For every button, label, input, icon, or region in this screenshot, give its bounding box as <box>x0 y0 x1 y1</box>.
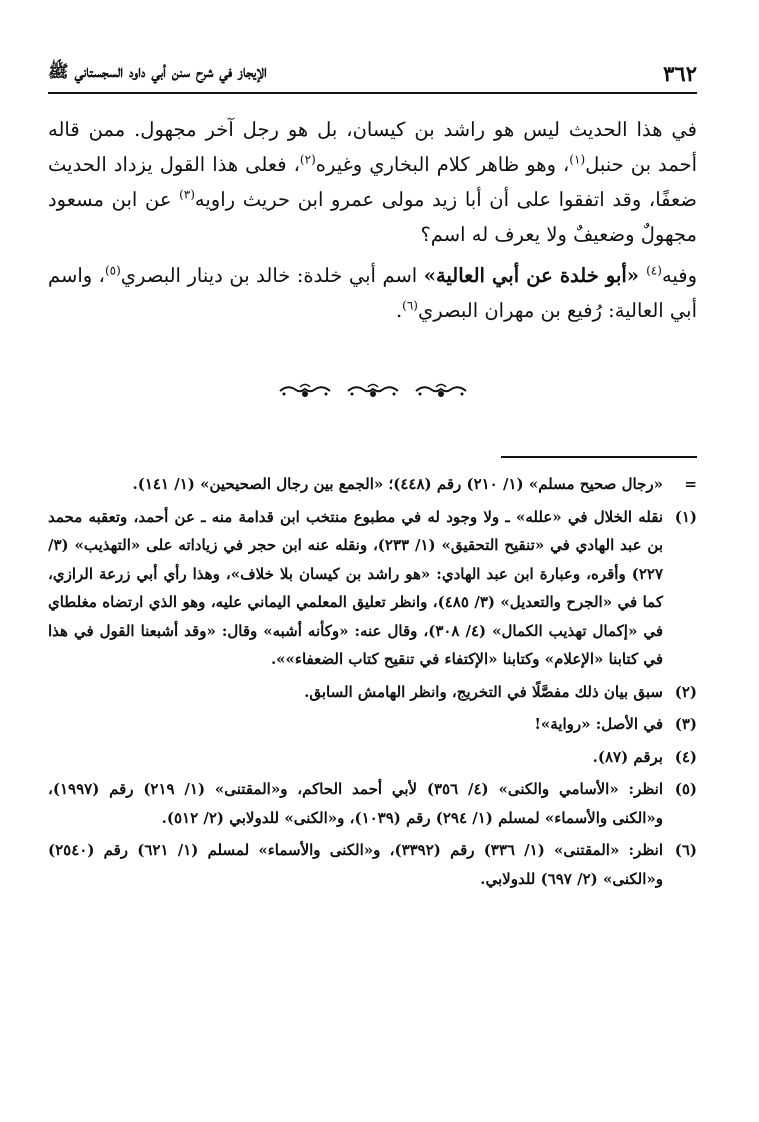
paragraph-1-text-c: ، فعلى هذا القول يزداد الحديث ضعفًا، وقد اتفقوا على أن أبا زيد مولى عمرو ابن حريث راويه <box>48 153 697 211</box>
footnote-ref-4[interactable]: (٤) <box>646 263 662 278</box>
ornament-icon <box>278 382 332 400</box>
footnote-continued <box>48 470 697 499</box>
footnote-number: (٣) <box>674 715 697 733</box>
footnote-text: انظر: «المقتنى» (١/ ٣٣٦) رقم (٣٣٩٢)، و«الكنى والأسماء» لمسلم (١/ ٦٢١) رقم (٢٥٤٠) و«الكنى» (٢/ ٦٩٧) للدولابي. <box>48 841 663 888</box>
paragraph-1 <box>48 112 697 252</box>
paragraph-2-text-d: . <box>395 299 403 322</box>
footnote-text: برقم (٨٧). <box>592 747 663 766</box>
footnote-text: «رجال صحيح مسلم» (١/ ٢١٠) رقم (٤٤٨)؛ «الجمع بين رجال الصحيحين» (١/ ١٤١). <box>132 475 663 493</box>
paragraph-1-text-d: عن ابن مسعود مجهولٌ وضعيفٌ ولا يعرف له اسم؟ <box>48 188 697 246</box>
paragraph-2-text-c: ، واسم أبي العالية: رُفيع بن مهران البصري <box>48 264 697 322</box>
paragraph-1-text-b: ، وهو ظاهر كلام البخاري وغيره <box>315 153 570 176</box>
footnote-text: نقله الخلال في «علله» ـ ولا وجود له في مطبوع منتخب ابن قدامة منه ـ عن أحمد، وتعقبه محمد بن عبد الهادي في «تنقيح التحقيق» (١/ ٢٣٣)، ونقله عنه ابن حجر في زياداته على «التهذيب» (٣/ ٢٢٧) وأقره، وعبارة ابن عبد الهادي: «هو راشد بن كيسان بلا خلاف»، وهذا رأي أبي زرعة الرازي، كما في «الجرح والتعديل» (٣/ ٤٨٥)، وانظر تعليق المعلمي اليماني عليه، وهو الذي ارتضاه مغلطاي في «إكمال تهذيب الكمال» (٤/ ٣٠٨)، وقال عنه: «وكأنه أشبه» وقال: «وقد أشبعنا القول في هذا في كتابنا «الإعلام» وكتابنا «الإكتفاء في تنقيح كتاب الضعفاء»». <box>48 507 664 668</box>
footnote-1 <box>48 503 697 674</box>
section-ornament <box>48 382 697 400</box>
footnote-text: سبق بيان ذلك مفصَّلًا في التخريج، وانظر الهامش السابق. <box>304 682 663 701</box>
footnote-ref-1[interactable]: (١) <box>569 152 586 167</box>
footnote-text: في الأصل: «رواية»! <box>534 715 663 733</box>
footnote-ref-6[interactable]: (٦) <box>402 298 418 313</box>
page-header <box>48 56 697 86</box>
paragraph-2-text: وفيه <box>661 264 698 287</box>
footnote-2 <box>48 678 697 707</box>
book-page <box>48 0 697 1122</box>
footnotes <box>48 470 697 897</box>
footnote-separator <box>501 456 697 458</box>
footnote-4 <box>48 743 697 772</box>
footnote-text: انظر: «الأسامي والكنى» (٤/ ٣٥٦) لأبي أحمد الحاكم، و«المقتنى» (١/ ٢١٩) رقم (١٩٩٧)، و«الكنى والأسماء» لمسلم (١/ ٢٩٤) رقم (١٠٣٩)، و«الكنى» للدولابي (٢/ ٥١٢). <box>48 780 664 827</box>
footnote-ref-2[interactable]: (٢) <box>299 152 316 167</box>
footnote-ref-3[interactable]: (٣) <box>179 187 195 202</box>
footnote-number: (٥) <box>674 780 697 798</box>
page-number: ٣٦٢ <box>663 61 697 86</box>
footnote-ref-5[interactable]: (٥) <box>104 263 121 278</box>
running-title: الإيجاز في شرح سنن أبي داود السجستاني ﷺ <box>48 62 267 82</box>
footnote-5 <box>48 775 697 832</box>
ornament-icon <box>414 382 468 400</box>
footnote-6 <box>48 836 697 893</box>
paragraph-2 <box>48 258 697 328</box>
footnote-number: (٤) <box>674 747 697 766</box>
paragraph-1-text: في هذا الحديث ليس هو راشد بن كيسان، بل هو رجل آخر مجهول. ممن قاله أحمد بن حنبل <box>48 118 697 176</box>
main-text <box>48 112 697 328</box>
header-rule <box>48 92 697 94</box>
paragraph-2-text-b: اسم أبي خلدة: خالد بن دينار البصري <box>120 264 424 287</box>
footnote-number: (٦) <box>674 841 697 859</box>
ornament-icon <box>346 382 400 400</box>
footnote-3 <box>48 710 697 739</box>
footnote-number: (٢) <box>674 682 697 701</box>
hadith-title: «أبو خلدة عن أبي العالية» <box>423 264 647 287</box>
footnote-number: (١) <box>674 507 697 526</box>
footnote-number: = <box>684 475 697 493</box>
